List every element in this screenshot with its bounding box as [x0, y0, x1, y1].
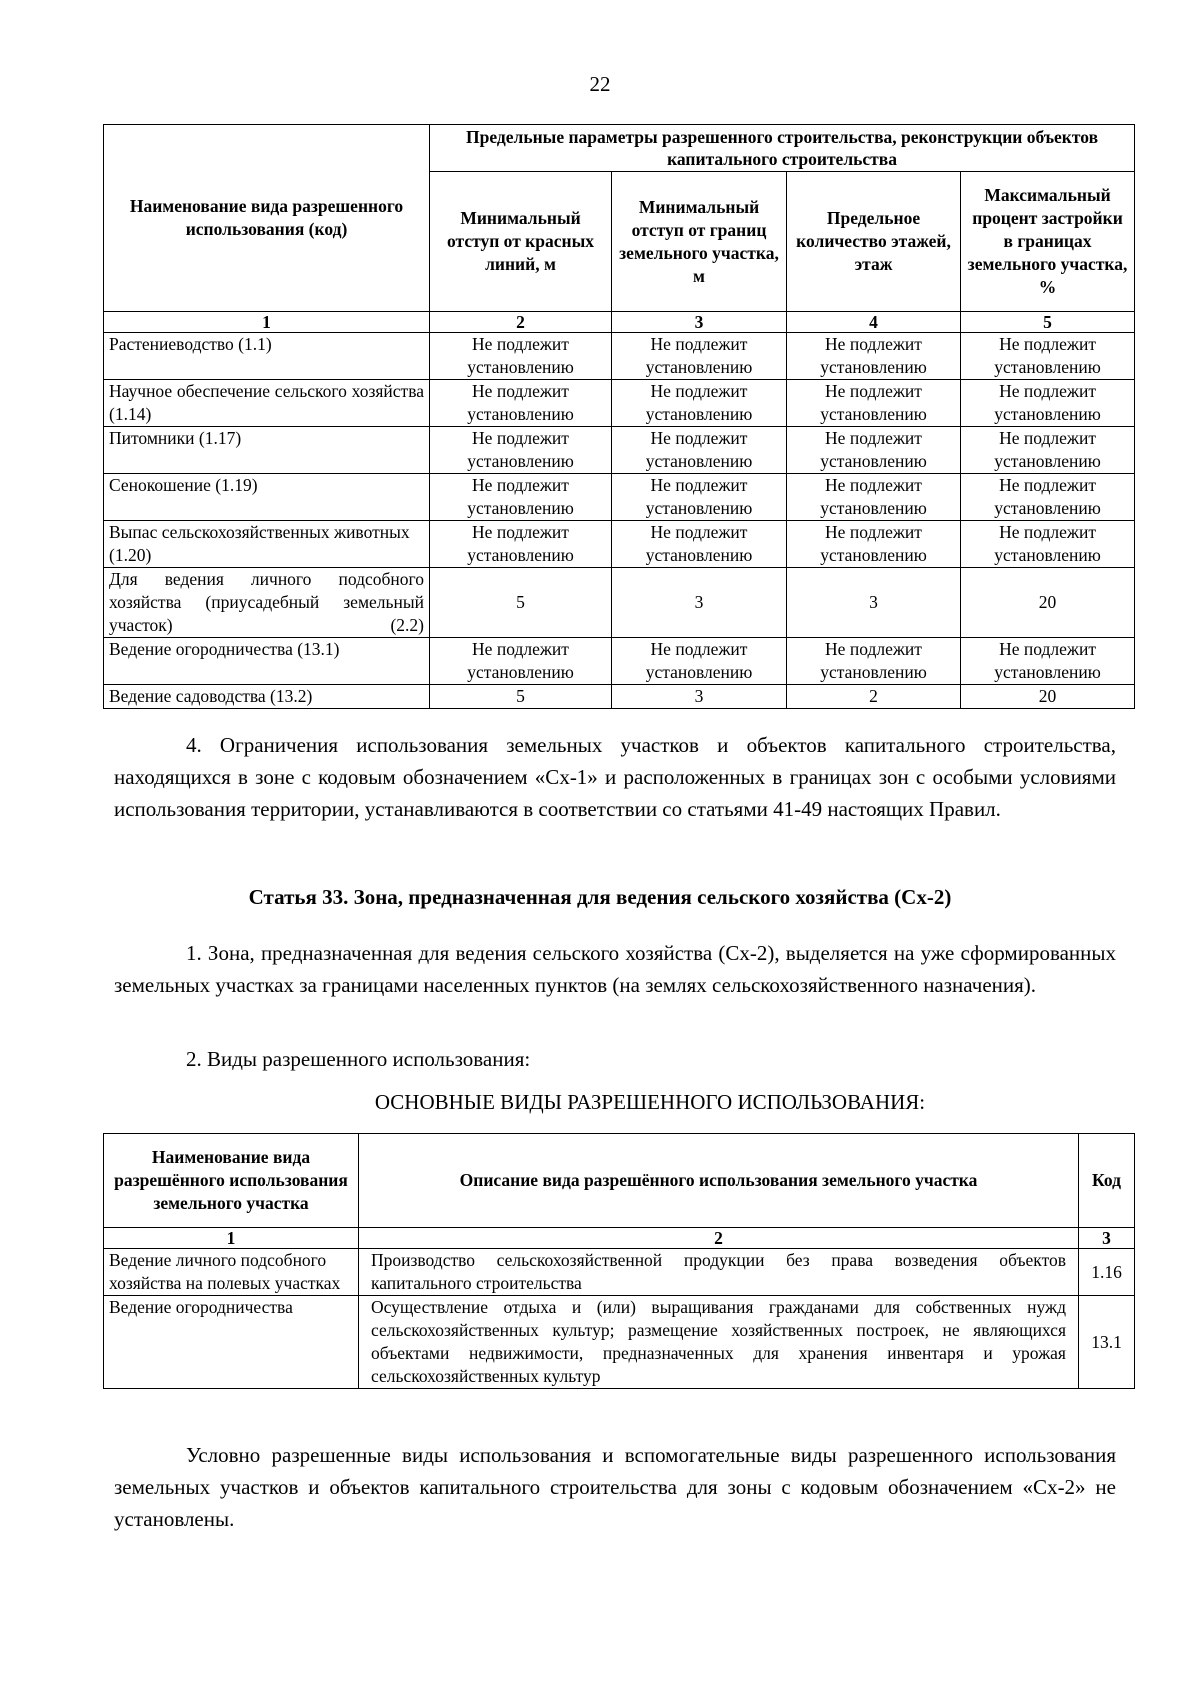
paragraph-final-conditional-uses: Условно разрешенные виды использования и вспомогательные виды разрешенного использования земельных участков и объектов капитального строительства для зоны с кодовым обозначением «Сх-2» не установлены. — [114, 1443, 1116, 1531]
value-cell: 3 — [612, 568, 787, 638]
value-cell: Не подлежит установлению — [612, 474, 787, 521]
value-cell: 3 — [787, 568, 961, 638]
index-cell: 3 — [1079, 1228, 1135, 1249]
value-cell: 3 — [612, 685, 787, 709]
table-row — [104, 333, 1135, 380]
value-cell: Не подлежит установлению — [961, 380, 1135, 427]
value-cell: Не подлежит установлению — [612, 333, 787, 380]
paragraph-1-zone-description: 1. Зона, предназначенная для ведения сельского хозяйства (Сх-2), выделяется на уже сформированных земельных участках за границами населенных пунктов (на землях сельскохозяйственного назначения). — [114, 941, 1116, 997]
index-cell: 2 — [430, 312, 612, 333]
main-uses-title: ОСНОВНЫЕ ВИДЫ РАЗРЕШЕННОГО ИСПОЛЬЗОВАНИЯ: — [374, 1090, 926, 1114]
paragraph-2-permitted-uses: 2. Виды разрешенного использования: — [186, 1047, 531, 1071]
header-red-line-setback: Минимальный отступ от красных линий, м — [430, 172, 612, 312]
value-cell: 20 — [961, 685, 1135, 709]
value-cell: Не подлежит установлению — [612, 521, 787, 568]
table-row — [104, 1249, 1135, 1296]
index-cell: 3 — [612, 312, 787, 333]
index-cell: 1 — [104, 1228, 359, 1249]
value-cell: Не подлежит установлению — [430, 474, 612, 521]
value-cell: Не подлежит установлению — [961, 521, 1135, 568]
use-name-cell: Научное обеспечение сельского хозяйства (1.14) — [104, 380, 430, 427]
value-cell: Не подлежит установлению — [961, 333, 1135, 380]
value-cell: Не подлежит установлению — [430, 333, 612, 380]
value-cell: Не подлежит установлению — [612, 638, 787, 685]
value-cell: Не подлежит установлению — [961, 474, 1135, 521]
header-boundary-setback: Минимальный отступ от границ земельного участка, м — [612, 172, 787, 312]
index-cell: 4 — [787, 312, 961, 333]
use-name-cell: Выпас сельскохозяйственных животных (1.20) — [104, 521, 430, 568]
use-description-cell: Производство сельскохозяйственной продукции без права возведения объектов капитального строительства — [359, 1249, 1079, 1296]
value-cell: Не подлежит установлению — [787, 333, 961, 380]
value-cell: Не подлежит установлению — [430, 427, 612, 474]
use-name-cell: Ведение личного подсобного хозяйства на полевых участках — [104, 1249, 359, 1296]
value-cell: Не подлежит установлению — [787, 521, 961, 568]
paragraph-4-restrictions: 4. Ограничения использования земельных участков и объектов капитального строительства, находящихся в зоне с кодовым обозначением «Сх-1» и расположенных в границах зон с особыми условиями использования территории, устанавливаются в соответствии со статьями 41-49 настоящих Правил. — [114, 733, 1116, 821]
use-name-cell: Сенокошение (1.19) — [104, 474, 430, 521]
code-cell: 13.1 — [1079, 1296, 1135, 1389]
value-cell: Не подлежит установлению — [430, 638, 612, 685]
page-number: 22 — [589, 72, 611, 96]
value-cell: 5 — [430, 685, 612, 709]
value-cell: Не подлежит установлению — [612, 380, 787, 427]
value-cell: Не подлежит установлению — [787, 638, 961, 685]
use-name-cell: Питомники (1.17) — [104, 427, 430, 474]
header-use-name: Наименование вида разрешённого использования земельного участка — [104, 1134, 359, 1228]
article-33-heading: Статья 33. Зона, предназначенная для ведения сельского хозяйства (Сх-2) — [248, 885, 952, 909]
header-use-description: Описание вида разрешённого использования земельного участка — [359, 1134, 1079, 1228]
table-row — [104, 474, 1135, 521]
use-description-cell: Осуществление отдыха и (или) выращивания гражданами для собственных нужд сельскохозяйственных культур; размещение хозяйственных построек, не являющихся объектами недвижимости, предназначенных для хранения инвентаря и урожая сельскохозяйственных культур — [359, 1296, 1079, 1389]
table-row — [104, 1296, 1135, 1389]
header-code: Код — [1079, 1134, 1135, 1228]
table-row — [104, 521, 1135, 568]
table-row — [104, 427, 1135, 474]
header-max-coverage: Максимальный процент застройки в границах земельного участка, % — [961, 172, 1135, 312]
code-cell: 1.16 — [1079, 1249, 1135, 1296]
table-row — [104, 568, 1135, 638]
header-use-name: Наименование вида разрешенного использования (код) — [104, 125, 430, 312]
value-cell: 5 — [430, 568, 612, 638]
table-row — [104, 380, 1135, 427]
table-row — [104, 638, 1135, 685]
use-name-cell: Ведение огородничества (13.1) — [104, 638, 430, 685]
parameters-table — [103, 124, 1135, 709]
main-uses-table — [103, 1133, 1135, 1389]
value-cell: Не подлежит установлению — [961, 638, 1135, 685]
value-cell: Не подлежит установлению — [612, 427, 787, 474]
table-row — [104, 685, 1135, 709]
table-index-row — [104, 312, 1135, 333]
value-cell: Не подлежит установлению — [787, 380, 961, 427]
header-floors-limit: Предельное количество этажей, этаж — [787, 172, 961, 312]
use-name-cell: Ведение садоводства (13.2) — [104, 685, 430, 709]
value-cell: Не подлежит установлению — [430, 380, 612, 427]
value-cell: Не подлежит установлению — [787, 427, 961, 474]
index-cell: 5 — [961, 312, 1135, 333]
value-cell: Не подлежит установлению — [430, 521, 612, 568]
value-cell: 2 — [787, 685, 961, 709]
index-cell: 2 — [359, 1228, 1079, 1249]
use-name-cell: Ведение огородничества — [104, 1296, 359, 1389]
header-parameters-group: Предельные параметры разрешенного строительства, реконструкции объектов капитального строительства — [430, 125, 1135, 172]
use-name-cell: Для ведения личного подсобного хозяйства (приусадебный земельный участок) (2.2) — [104, 568, 430, 638]
table-index-row — [104, 1228, 1135, 1249]
index-cell: 1 — [104, 312, 430, 333]
value-cell: Не подлежит установлению — [787, 474, 961, 521]
value-cell: Не подлежит установлению — [961, 427, 1135, 474]
value-cell: 20 — [961, 568, 1135, 638]
use-name-cell: Растениеводство (1.1) — [104, 333, 430, 380]
